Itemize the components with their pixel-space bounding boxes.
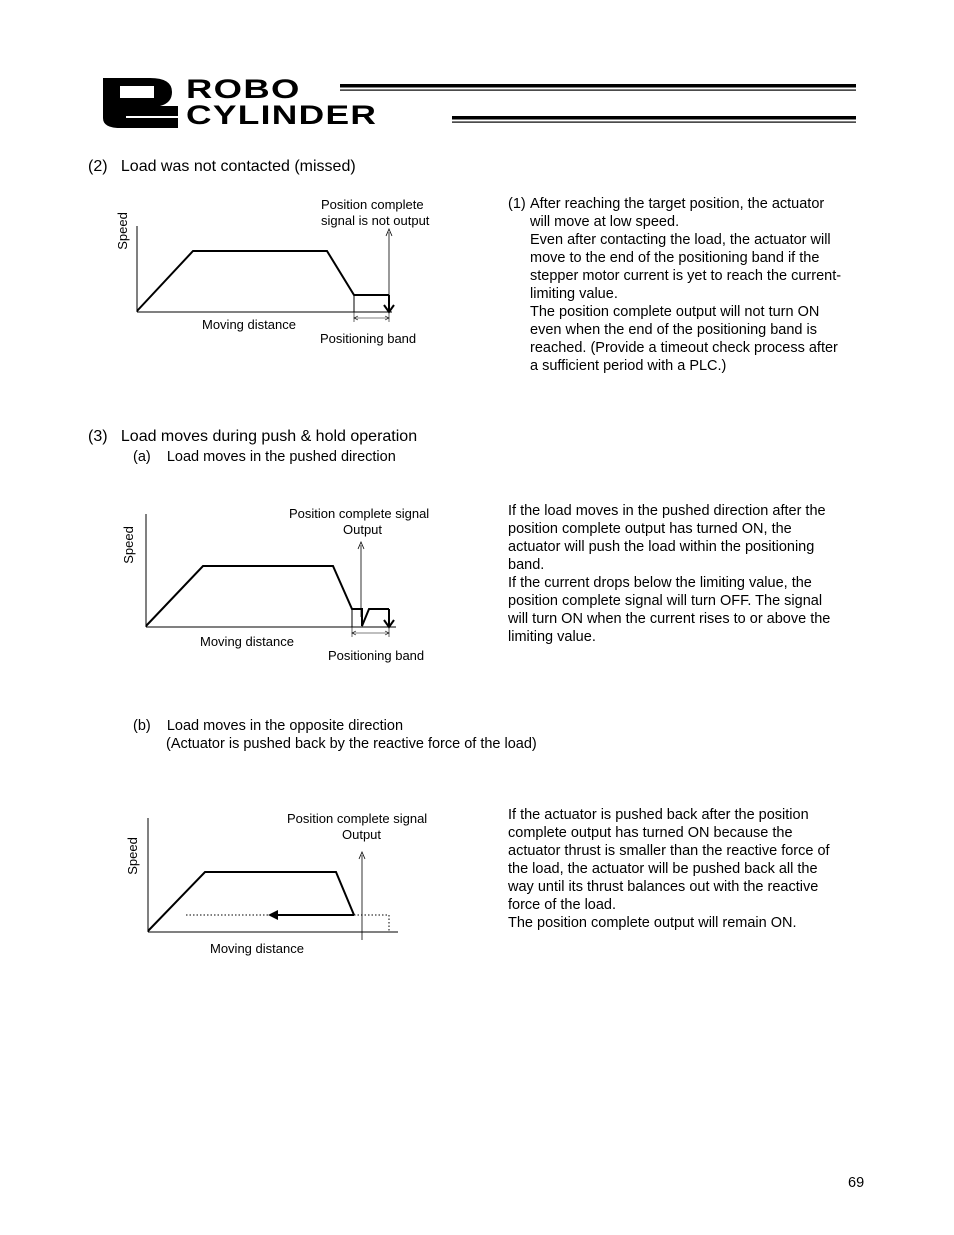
text-line: will move at low speed. [530, 214, 680, 230]
text-line: reached. (Provide a timeout check process after [530, 340, 838, 356]
missed-signal-label-1: Position complete [321, 197, 424, 212]
text-line: the load, the actuator will be pushed back all the [508, 861, 818, 877]
text-line: position complete output has turned ON, the [508, 521, 792, 537]
section3b-heading-1: (b) Load moves in the opposite direction [133, 718, 404, 734]
text-line: complete output has turned ON because the [508, 825, 793, 841]
text-line: stepper motor current is yet to reach the current- [530, 268, 842, 284]
missed-moving-label: Moving distance [202, 317, 296, 332]
text-line: If the load moves in the pushed direction after the [508, 503, 826, 519]
missed-band-label: Positioning band [320, 331, 417, 346]
logo-line-robo: ROBO [186, 74, 301, 104]
text-line: will turn ON when the current rises to or above the [508, 611, 831, 627]
missed-speed-label: Speed [115, 212, 130, 250]
section3b-heading-2: (Actuator is pushed back by the reactive force of the load) [166, 736, 537, 752]
opposite-signal-label-1: Position complete signal [287, 811, 428, 826]
text-line: Even after contacting the load, the actuator will [530, 232, 831, 248]
text-line: way until its thrust balances out with the reactive [508, 879, 819, 895]
section3b-text [508, 806, 888, 932]
pushed-speed-label: Speed [121, 526, 136, 564]
page-number: 69 [848, 1175, 865, 1191]
text-line: position complete signal will turn OFF. The signal [508, 593, 823, 609]
text-line: actuator thrust is smaller than the reactive force of [508, 843, 830, 859]
text-line: If the actuator is pushed back after the position [508, 807, 809, 823]
section3a-text [508, 502, 888, 646]
text-line: limiting value. [530, 286, 618, 302]
text-line: If the current drops below the limiting value, the [508, 575, 812, 591]
text-line: band. [508, 557, 545, 573]
section2-text-number: (1) [508, 196, 526, 212]
text-line: After reaching the target position, the actuator [530, 196, 825, 212]
text-line: move to the end of the positioning band if the [530, 250, 820, 266]
section2-text [530, 195, 880, 375]
text-line: The position complete output will remain ON. [508, 915, 797, 931]
section2-heading: (2) Load was not contacted (missed) [88, 158, 356, 175]
text-line: actuator will push the load within the positioning [508, 539, 815, 555]
text-line: even when the end of the positioning band is [530, 322, 817, 338]
opposite-signal-label-2: Output [342, 827, 382, 842]
pushed-band-label: Positioning band [328, 648, 425, 663]
opposite-moving-label: Moving distance [210, 941, 304, 956]
text-line: limiting value. [508, 629, 596, 645]
pushed-signal-label-1: Position complete signal [289, 506, 430, 521]
text-line: force of the load. [508, 897, 617, 913]
section3a-heading: (a) Load moves in the pushed direction [133, 449, 396, 465]
logo-line-cylinder: CYLINDER [186, 100, 378, 130]
pushed-moving-label: Moving distance [200, 634, 294, 649]
missed-signal-label-2: signal is not output [321, 213, 430, 228]
text-line: The position complete output will not turn ON [530, 304, 820, 320]
opposite-speed-label: Speed [125, 837, 140, 875]
section3-heading: (3) Load moves during push & hold operation [88, 428, 418, 445]
pushed-signal-label-2: Output [343, 522, 383, 537]
text-line: a sufficient period with a PLC.) [530, 358, 727, 374]
rc-logo-mark [0, 0, 954, 140]
